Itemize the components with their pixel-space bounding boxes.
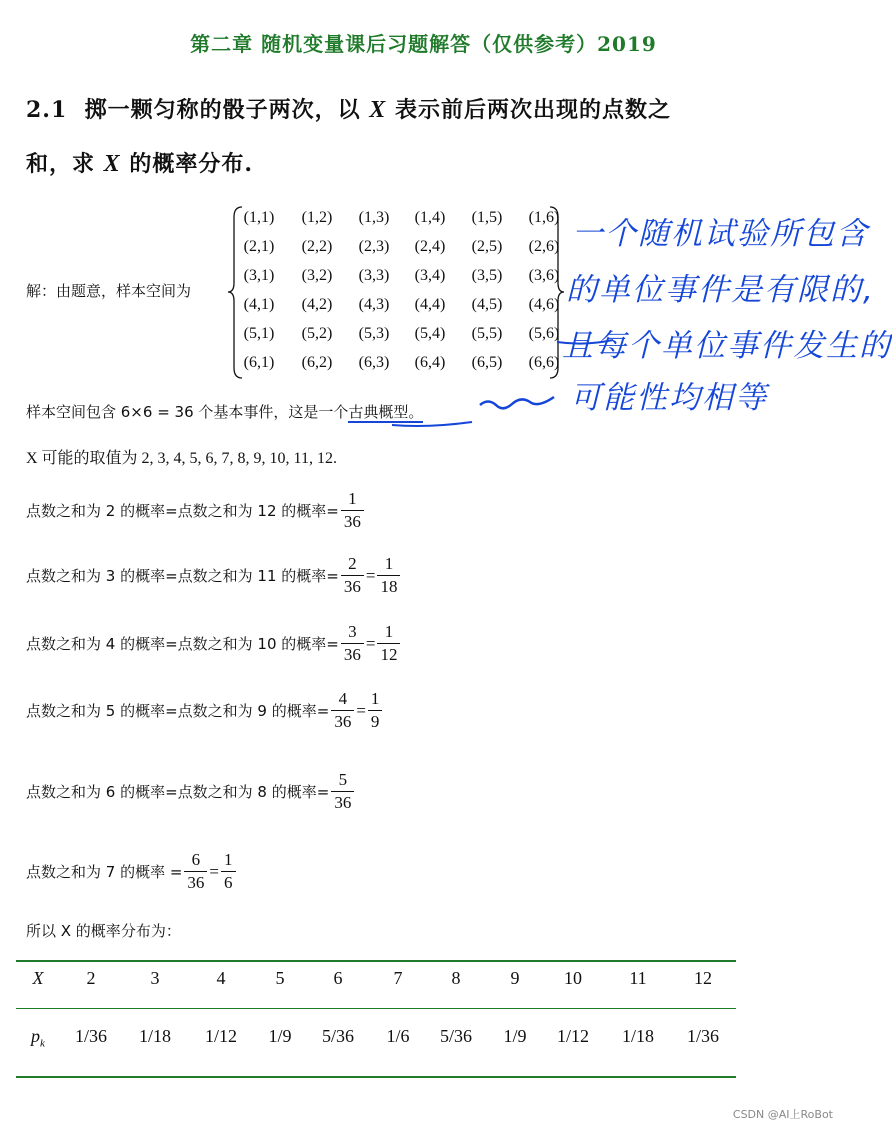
table-value-cell: 6 bbox=[333, 968, 343, 988]
equals-sign: = bbox=[365, 565, 376, 585]
handwriting-line-3: 且每个单位事件发生的 bbox=[562, 328, 892, 364]
fraction bbox=[221, 849, 236, 894]
table-value-cell: 11 bbox=[629, 968, 647, 988]
fraction-denominator: 18 bbox=[380, 577, 398, 596]
watermark-footer: CSDN @AI上RoBot bbox=[732, 1108, 833, 1121]
table-value-cell: 4 bbox=[216, 968, 226, 988]
matrix-cell: (5,2) bbox=[301, 325, 333, 342]
table-top-rule bbox=[16, 960, 736, 962]
matrix-cell: (6,6) bbox=[528, 354, 560, 371]
table-row-label-x: X bbox=[32, 968, 44, 988]
problem-text-1a: 掷一颗匀称的骰子两次，以 bbox=[84, 97, 370, 123]
table-value-cell: 9 bbox=[510, 968, 520, 988]
matrix-cell: (3,5) bbox=[471, 267, 503, 284]
matrix-cell: (3,3) bbox=[358, 267, 390, 284]
matrix-cell: (3,4) bbox=[414, 267, 446, 284]
values-line: X 可能的取值为 2, 3, 4, 5, 6, 7, 8, 9, 10, 11, 12. bbox=[26, 450, 337, 467]
probability-line-text: 点数之和为 3 的概率=点数之和为 11 的概率= bbox=[26, 567, 339, 585]
table-value-cell: 7 bbox=[393, 968, 403, 988]
matrix-cell: (1,3) bbox=[358, 209, 390, 226]
matrix-cell: (2,5) bbox=[471, 238, 503, 255]
fraction-denominator: 36 bbox=[334, 712, 352, 731]
fraction bbox=[331, 688, 354, 733]
fraction bbox=[341, 488, 364, 533]
matrix-cell: (5,1) bbox=[243, 325, 275, 342]
problem-text-1b: 表示前后两次出现的点数之 bbox=[386, 97, 671, 123]
problem-line-1 bbox=[26, 93, 671, 124]
matrix-cell: (2,4) bbox=[414, 238, 446, 255]
probability-line bbox=[26, 488, 366, 533]
matrix-cell: (1,5) bbox=[471, 209, 503, 226]
probability-line-text: 点数之和为 7 的概率 = bbox=[26, 863, 183, 881]
fraction-numerator: 2 bbox=[341, 553, 364, 576]
probability-line bbox=[26, 621, 402, 666]
handwriting-line-4: 可能性均相等 bbox=[570, 380, 768, 416]
fraction-numerator: 3 bbox=[341, 621, 364, 644]
matrix-cell: (2,2) bbox=[301, 238, 333, 255]
table-value-cell: 2 bbox=[86, 968, 96, 988]
fraction-denominator: 36 bbox=[343, 512, 361, 531]
table-prob-cell: 1/9 bbox=[268, 1026, 292, 1046]
fraction bbox=[331, 769, 354, 814]
probability-line bbox=[26, 769, 356, 814]
table-prob-cell: 1/36 bbox=[686, 1026, 719, 1046]
fraction-denominator: 36 bbox=[187, 873, 205, 892]
problem-var-x-2: X bbox=[103, 151, 121, 177]
count-sentence-text: 样本空间包含 6×6 = 36 个基本事件，这是一个 bbox=[26, 403, 349, 421]
matrix-cell: (5,4) bbox=[414, 325, 446, 342]
fraction-denominator: 36 bbox=[343, 645, 361, 664]
table-value-cell: 3 bbox=[150, 968, 160, 988]
handwriting-line-2: 的单位事件是有限的, bbox=[566, 272, 875, 308]
annotation-arrow bbox=[388, 388, 558, 432]
matrix-cell: (4,1) bbox=[243, 296, 275, 313]
fraction-numerator: 5 bbox=[331, 769, 354, 792]
fraction-numerator: 1 bbox=[377, 621, 400, 644]
table-value-cell: 10 bbox=[564, 968, 582, 988]
matrix-cell: (1,6) bbox=[528, 209, 560, 226]
fraction bbox=[341, 553, 364, 598]
table-prob-cell: 1/18 bbox=[621, 1026, 654, 1046]
probability-line bbox=[26, 553, 402, 598]
fraction-numerator: 6 bbox=[184, 849, 207, 872]
distribution-table bbox=[16, 960, 736, 1080]
matrix-cell: (6,3) bbox=[358, 354, 390, 371]
fraction-denominator: 36 bbox=[343, 577, 361, 596]
equals-sign: = bbox=[356, 700, 366, 720]
solution-intro: 解：由题意，样本空间为 bbox=[26, 282, 192, 300]
table-value-cell: 12 bbox=[694, 968, 712, 988]
chapter-header: 第二章 随机变量课后习题解答（仅供参考）2019 bbox=[190, 32, 657, 56]
handwriting-underline-mark bbox=[555, 318, 615, 348]
matrix-cell: (5,3) bbox=[358, 325, 390, 342]
probability-line-text: 点数之和为 4 的概率=点数之和为 10 的概率= bbox=[26, 635, 339, 653]
matrix-cell: (3,2) bbox=[301, 267, 333, 284]
matrix-cell: (6,1) bbox=[243, 354, 275, 371]
matrix-cell: (4,3) bbox=[358, 296, 390, 313]
fraction-denominator: 36 bbox=[334, 793, 352, 812]
handwriting-line-1: 一个随机试验所包含 bbox=[572, 216, 869, 252]
fraction-denominator: 12 bbox=[380, 645, 398, 664]
fraction-denominator: 6 bbox=[224, 873, 233, 892]
matrix-cell: (3,6) bbox=[528, 267, 560, 284]
table-prob-cell: 1/9 bbox=[503, 1026, 527, 1046]
matrix-cell: (4,6) bbox=[528, 296, 560, 313]
table-prob-cell: 1/12 bbox=[556, 1026, 589, 1046]
fraction bbox=[377, 621, 400, 666]
matrix-cell: (6,4) bbox=[414, 354, 446, 371]
fraction-numerator: 1 bbox=[368, 688, 383, 711]
fraction bbox=[377, 553, 400, 598]
table-mid-rule bbox=[16, 1008, 736, 1009]
probability-line-text: 点数之和为 2 的概率=点数之和为 12 的概率= bbox=[26, 502, 339, 520]
probability-line bbox=[26, 849, 238, 894]
fraction bbox=[341, 621, 364, 666]
matrix-cell: (1,1) bbox=[243, 209, 275, 226]
matrix-cell: (3,1) bbox=[243, 267, 275, 284]
matrix-cell: (5,5) bbox=[471, 325, 503, 342]
problem-text-2b: 的概率分布. bbox=[120, 151, 254, 177]
matrix-cell: (4,4) bbox=[414, 296, 446, 313]
table-value-cell: 8 bbox=[451, 968, 461, 988]
fraction-numerator: 4 bbox=[331, 688, 354, 711]
table-prob-cell: 1/12 bbox=[204, 1026, 237, 1046]
equals-sign: = bbox=[365, 633, 376, 653]
equals-sign: = bbox=[209, 861, 220, 881]
fraction-numerator: 1 bbox=[221, 849, 236, 872]
table-prob-cell: 5/36 bbox=[439, 1026, 472, 1046]
sample-space-matrix bbox=[232, 205, 560, 380]
problem-var-x: X bbox=[369, 97, 387, 123]
matrix-cell: (6,2) bbox=[301, 354, 333, 371]
matrix-cell: (2,3) bbox=[358, 238, 390, 255]
matrix-cell: (1,4) bbox=[414, 209, 446, 226]
matrix-cell: (4,5) bbox=[471, 296, 503, 313]
probability-line-text: 点数之和为 6 的概率=点数之和为 8 的概率= bbox=[26, 783, 330, 801]
fraction-numerator: 1 bbox=[341, 488, 364, 511]
fraction bbox=[184, 849, 207, 894]
matrix-cell: (6,5) bbox=[471, 354, 503, 371]
classical-model-term: 古典概型。 bbox=[348, 403, 424, 421]
table-bottom-rule bbox=[16, 1076, 736, 1078]
table-row-label-pk: $p_k$ bbox=[31, 1026, 45, 1050]
fraction bbox=[368, 688, 383, 733]
probability-line-text: 点数之和为 5 的概率=点数之和为 9 的概率= bbox=[26, 702, 330, 720]
table-value-cell: 5 bbox=[275, 968, 285, 988]
matrix-cell: (4,2) bbox=[301, 296, 333, 313]
matrix-cell: (5,6) bbox=[528, 325, 560, 342]
table-prob-cell: 1/36 bbox=[74, 1026, 107, 1046]
matrix-cell: (2,6) bbox=[528, 238, 560, 255]
fraction-numerator: 1 bbox=[377, 553, 400, 576]
problem-text-2a: 和，求 bbox=[26, 151, 104, 177]
probability-line bbox=[26, 688, 384, 733]
table-prob-cell: 1/18 bbox=[138, 1026, 171, 1046]
table-prob-cell: 1/6 bbox=[386, 1026, 410, 1046]
count-sentence bbox=[26, 401, 423, 422]
table-prob-cell: 5/36 bbox=[321, 1026, 354, 1046]
problem-line-2 bbox=[26, 147, 253, 178]
distribution-intro: 所以 X 的概率分布为： bbox=[26, 922, 181, 940]
matrix-cell: (2,1) bbox=[243, 238, 275, 255]
matrix-cell: (1,2) bbox=[301, 209, 333, 226]
fraction-denominator: 9 bbox=[370, 712, 380, 731]
problem-number: 2.1 bbox=[26, 97, 68, 123]
